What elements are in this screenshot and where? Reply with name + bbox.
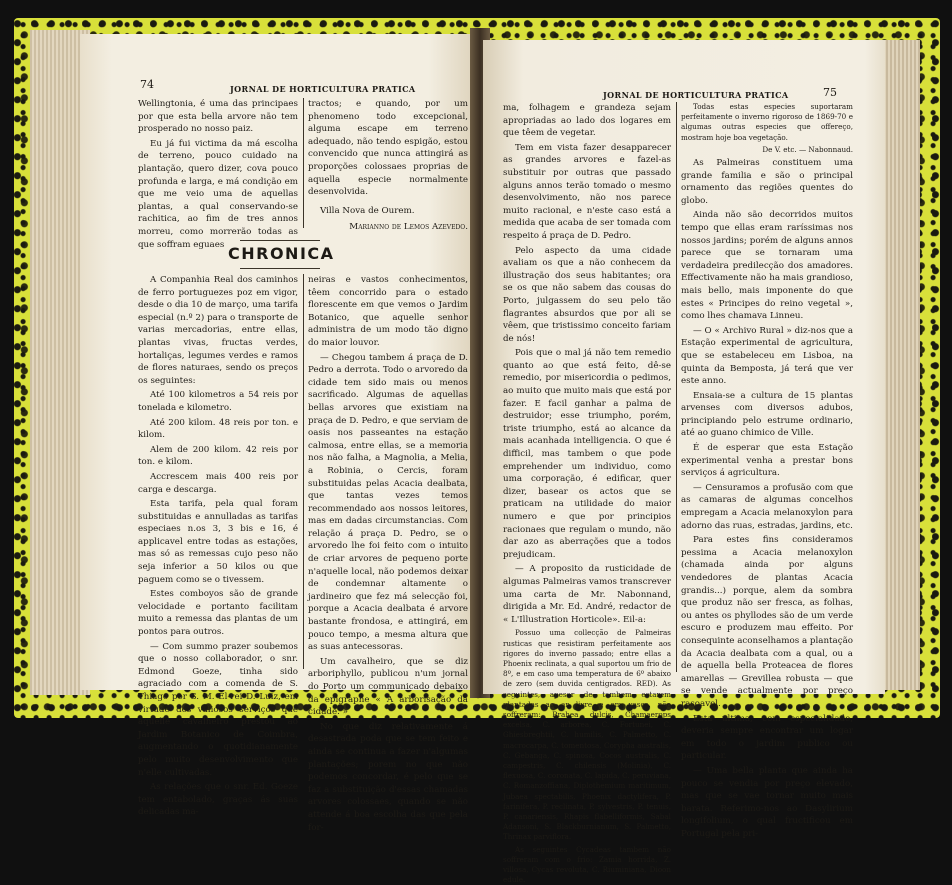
section-rule	[240, 240, 320, 241]
paragraph: ma, folhagem e grandeza sejam apropriadas ao lado dos logares em que têem de vegetar.	[503, 103, 671, 139]
paragraph: Ensaia-se a cultura de 15 plantas arvenses com diversos adubos, principiando pelo estrume ordinario, até ao guano chimico de Ville.	[681, 390, 853, 439]
letter-paragraph: Todas estas especies suportaram perfeitamente o inverno rigoroso de 1869-70 e algumas outras especies que offereço, mostram hoje boa vegetação.	[681, 102, 853, 142]
paragraph: Alem de 200 kilom. 42 reis por ton. e kilom.	[138, 444, 298, 468]
running-header: JORNAL DE HORTICULTURA PRATICA	[230, 84, 416, 94]
left-page	[80, 34, 476, 833]
column-bottom-2	[308, 274, 468, 833]
paragraph: — A proposito da rusticidade de algumas Palmeiras vamos transcrever uma carta de Mr. Nabonnand, dirigida a Mr. Ed. André, redactor de « L'Illustration Horticole». Eil-a:	[503, 564, 671, 625]
paragraph: Esta tarifa, pela qual foram substituidas e annulladas as tarifas especiaes n.os 3, 3 bis e 16, é applicavel entre todas as estações, mas só as remessas cujo peso não seja inferior a 50 kilos ou que paguem como se o tivessem.	[138, 499, 298, 585]
paragraph: Até 100 kilometros a 54 reis por tonelada e kilometro.	[138, 390, 298, 413]
place-line: Villa Nova de Ourem.	[320, 205, 415, 216]
paragraph: Estes comboyos são de grande velocidade e portanto facilitam muito a remessa das plantas de um pontos para outros.	[138, 589, 298, 638]
page-number: 74	[140, 78, 154, 91]
paragraph: É de esperar que esta Estação experimental venha a prestar bons serviços á agricultura.	[681, 443, 853, 479]
paragraph: tractos; e quando, por um phenomeno todo excepcional, alguma escape em terreno adequado, não tendo espigão, estou convencido que nunca attingirá as proporções colossaes proprias de aquella especie normalmente desenvolvida.	[308, 99, 468, 198]
paragraph: Wellingtonia, é uma das principaes por que esta bella arvore não tem prosperado no nosso paiz.	[138, 99, 298, 135]
column-bottom-1	[138, 274, 298, 818]
paragraph: As relações que o snr. Ed. Goeze tem entabolado, graças ás suas delicadas ma-	[138, 782, 298, 818]
paragraph: — Com summo prazer soubemos que o nosso collaborador, o snr. Edmond Goeze, tinha sido agraciado com a comenda de S. Thiago por S. M. El-rei D. Luiz, em virtude dos valiosos serviços que aquelle cavalheiro prestou ao Jardim Botanico de Coimbra, augmentando o quotidianamente pelo muito desenvolvimento que n'elle cultivadas.	[138, 641, 298, 778]
paragraph: — Uma bella planta que ainda ha pouco se vendia por preço elevado, mas que se vae tornar muito mais barata. Referimo-nos ao Dasylirium longifolium, o qual fructificou em Portugal pela pri-	[681, 765, 853, 839]
paragraph: As Palmeiras constituem uma grande familia e são o principal ornamento das regiões quentes do globo.	[681, 158, 853, 206]
signature: Marianno de Lemos Azevedo.	[349, 222, 468, 233]
column-divider	[303, 98, 304, 228]
right-page	[483, 40, 885, 885]
paragraph: Um cavalheiro, que se diz arboriphyllo, publicou n'um jornal do Porto um communicado debaixo da epigraphe « A arborisação da cidade. »	[308, 656, 468, 718]
paragraph: Pelo aspecto da uma cidade avaliam os que a não conhecem da illustração dos seus habitantes; ora se os que não sabem das cousas do Porto, julgassem do seu pelo tão flagrantes absurdos que por ali se vêem, que tristissimo conceito fariam de nós!	[503, 245, 671, 344]
paragraph: — Censuramos a profusão com que as camaras de algumas concelhos empregam a Acacia melanoxylon para adorno das ruas, estradas, jardins, etc.	[681, 482, 853, 531]
paragraph: — O « Archivo Rural » diz-nos que a Estação experimental de agricultura, que se estabeleceu em Lisboa, na quinta da Bemposta, já terá que ver este anno.	[681, 325, 853, 387]
letter-paragraph: As seguintes Cycadeas tambem não soffreram com o frio: Zamia horrida, Z. villosa, Cycas revoluta, C. Riuminiana, Dioon edule.	[503, 844, 671, 885]
column-top-2	[308, 98, 468, 238]
paragraph: Para estes fins consideramos pessima a Acacia melanoxylon (chamada ainda por alguns vendedores de plantas Acacia grandis...) porque, alem da sombra que produz não ser fresca, as folhas, ou antes os phyllodes são de um verde escuro e produzem mau effeito. Por consequinte aconselhamos a plantação da Acacia dealbata com a qual, ou a de aquella bella Proteacea de flores amarellas — Grevillea robusta — que se vende actualmente por preço rasoavel.	[681, 535, 853, 709]
running-header: JORNAL DE HORTICULTURA PRATICA	[603, 90, 789, 100]
paragraph: Ainda não são decorridos muitos tempo que ellas eram raríssimas nos nossos jardins; porém de alguns annos parece que se tornaram uma verdadeira predilecção dos amadores. Effectivamente não ha mais grandioso, mais bello, mais imponente do que estes « Principes do reino vegetal », como lhes chamava Linneu.	[681, 210, 853, 322]
column-2	[681, 102, 853, 839]
paragraph: Esta ultima, com especialidade, deveria sempre encontrar um logar em todo o jardim publico ou particular.	[681, 713, 853, 762]
column-top-1	[138, 98, 298, 250]
page-number: 75	[823, 86, 837, 99]
paragraph: Eu já fui victima da má escolha de terreno, pouco cuidado na plantação, quero dizer, cova pouco profunda e larga, e má condição em que me veio uma de aquellas plantas, a qual conservando-se rachitica, ao fim de tres annos morreu, como morrerão todas as que soffram eguaes	[138, 138, 298, 250]
paragraph: Accrescem mais 400 reis por carga e descarga.	[138, 471, 298, 495]
column-1	[503, 102, 671, 885]
paragraph: Tem em vista fazer desapparecer as grandes arvores e fazel-as substituir por outras que passado alguns annos terão tomado o mesmo desenvolvimento, não nos parece muito racional, e n'este caso está a medida que acaba de ser tomada com respeito á praça de D. Pedro.	[503, 142, 671, 241]
page-edges-right	[880, 40, 920, 690]
paragraph: Até 200 kilom. 48 reis por ton. e kilom.	[138, 417, 298, 441]
paragraph: No que diz relativamente á desastrada poda que se tem feito e ainda se continua a fazer n'algumas plantações; porem no que não podemos concordar, é pelo que se faz a substituição d'essas chamadas arvores colossaes, quando se não attende á boa escolha das que pela for-	[308, 721, 468, 833]
paragraph: A Companhia Real dos caminhos de ferro portuguezes poz em vigor, desde o dia 10 de março, uma tarifa especial (n.º 2) para o transporte de varias mercadorias, entre ellas, plantas vivas, fructas verdes, hortaliças, legumes verdes e ramos de flores naturaes, sendo os preços os seguintes:	[138, 275, 298, 386]
section-title: CHRONICA	[228, 244, 335, 263]
column-divider	[676, 102, 677, 672]
paragraph: — Chegou tambem á praça de D. Pedro a derrota. Todo o arvoredo da cidade tem sido mais ou menos sacrificado. Algumas de aquellas bellas arvores que existiam na praça de D. Pedro, e que serviam de oasis nos passeantes na estação calmosa, entre ellas, se a memoria nos não falha, a Magnolia, a Melia, a Robinia, o Cercis, foram substituidas pelas Acacia dealbata, que tantas vezes temos recommendado aos nossos leitores, mas em dadas circumstancias. Com relação á praça D. Pedro, se o arvoredo lhe foi feito com o intuito de criar arvores de pequeno porte n'aquelle local, não podemos deixar de condemnar altamente o jardineiro que fez má selecção foi, porque a Acacia dealbata é arvore bastante frondosa, e attingirá, em pouco tempo, a mesma altura que as suas antecessoras.	[308, 352, 468, 653]
letter-signature: De V. etc. — Nabonnaud.	[762, 144, 853, 154]
paragraph: Pois que o mal já não tem remedio quanto ao que está feito, dê-se remedio, por misericordia o pedimos, ao muito que muito mais que está por fazer. E facil ganhar a palma de destruidor; esse triumpho, porém, triste triumpho, está ao alcance da mais acanhada intelligencia. O que é difficil, mas tambem o que pode emprehender um individuo, como uma corporação, é edificar, quer dizer, basear os actos que se praticam na utilidade do maior numero e que por principios racionaes que regulam o mundo, não dar azo as aberrações que a todos prejudicam.	[503, 348, 671, 560]
letter-paragraph: Possuo uma collecção de Palmeiras rusticas que resistiram perfeitamente aos rigores do inverno passado; entre ellas a Phoenix reclinata, a qual suportou um frio de 8º, e em caso uma temperatura de 6º abaixo de zero (sem duvida centigrados. RED). As seguintes, apesar de tambem estarem plantadas ao ar livre e em vasos, não soffreram: Brahea dulcis, Chamaerops excelsa, C. arborea, C. Fortunei, C. Ghiesbreghtii, C. humilis, C. Palmetto, C. macrocarpa, C. tomentosa, Corypha australis, C. Gebanga, C. spinosa, Cocos australis, C. campestris, C. chilensis (Molinia), C. flexuosa, C. coronata, C. lapida, C. peruviana, C. Romanzoffiana, Diplothemium maritimum, Jubaea spectabilis, Phoenix dactylifera, P. farinifera, P. reclinata, P. sylvestris, P. tenuis, P. canariensis, Rhapis flabelliformis, Sabal Adansoni, S. Blackburnianum, S. Palmetto, Thrinax parviflora.	[503, 628, 671, 842]
paragraph: neiras e vastos conhecimentos, têem concorrido para o estado florescente em que vemos o Jardim Botanico, que aquelle senhor administra de um modo tão digno do maior louvor.	[308, 275, 468, 348]
section-rule	[240, 268, 320, 269]
column-divider	[303, 274, 304, 669]
